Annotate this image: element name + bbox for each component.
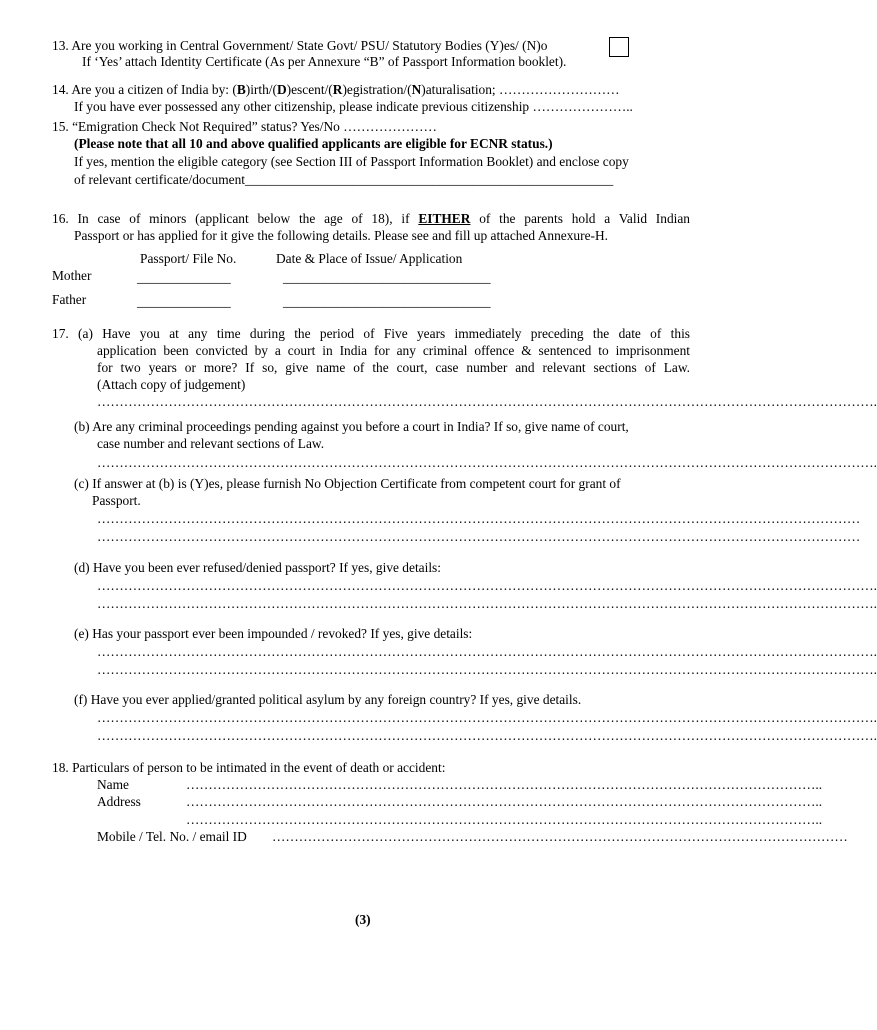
q17b-answer-line[interactable]: ………………………………………………………………………………………………………………………………………………………….	[97, 455, 877, 470]
father-date-place-field[interactable]: _______________________________	[283, 294, 491, 309]
q18-name-label: Name	[97, 777, 129, 792]
q15-certificate: of relevant certificate/document_______________________________________________________	[74, 172, 614, 187]
q17e-answer-line-1[interactable]: ………………………………………………………………………………………………………………………………………………………….	[97, 644, 877, 659]
q13-text: 13. Are you working in Central Government/ State Govt/ PSU/ Statutory Bodies (Y)es/ (N)o	[52, 38, 548, 53]
q15-note: (Please note that all 10 and above qualified applicants are eligible for ECNR status.)	[74, 136, 553, 151]
q17b-text: (b) Are any criminal proceedings pending against you before a court in India? If so, give name of court,	[74, 419, 629, 434]
q14-previous-citizenship: If you have ever possessed any other citizenship, please indicate previous citizenship …………………..	[74, 99, 633, 114]
q17a-text-2: application been convicted by a court in India for any criminal offence & sentenced to imprisonment	[97, 343, 690, 358]
q17e-text: (e) Has your passport ever been impounded / revoked? If yes, give details:	[74, 626, 473, 641]
q13-note: If ‘Yes’ attach Identity Certificate (As per Annexure “B” of Passport Information booklet).	[82, 54, 567, 69]
q17a-text-4: (Attach copy of judgement)	[97, 377, 246, 392]
q17e-answer-line-2[interactable]: ………………………………………………………………………………………………………………………………………………………….	[97, 662, 877, 677]
q17d-text: (d) Have you been ever refused/denied passport? If yes, give details:	[74, 560, 441, 575]
q17a-answer-line[interactable]: ………………………………………………………………………………………………………………………………………………………….	[97, 394, 877, 409]
q17c-answer-line-2[interactable]: ………………………………………………………………………………………………………………………………………………………	[97, 529, 861, 544]
q16-col-date-place: Date & Place of Issue/ Application	[276, 251, 463, 266]
q18-mobile-field[interactable]: …………………………………………………………………………………………………………………	[272, 829, 848, 844]
q17f-answer-line-2[interactable]: ………………………………………………………………………………………………………………………………………………………….	[97, 728, 877, 743]
q15-category: If yes, mention the eligible category (see Section III of Passport Information Booklet) and enclose copy	[74, 154, 629, 169]
q15-text: 15. “Emigration Check Not Required” status? Yes/No …………………	[52, 119, 437, 134]
mother-label: Mother	[52, 268, 92, 283]
q17f-answer-line-1[interactable]: ………………………………………………………………………………………………………………………………………………………….	[97, 710, 877, 725]
q17c-answer-line-1[interactable]: ………………………………………………………………………………………………………………………………………………………	[97, 511, 861, 526]
q17a-text-3: for two years or more? If so, give name of the court, case number and relevant sections of Law.	[97, 360, 690, 375]
father-label: Father	[52, 292, 87, 307]
q18-address-field-1[interactable]: ……………………………………………………………………………………………………………………………..	[186, 794, 823, 809]
q18-text: 18. Particulars of person to be intimated in the event of death or accident:	[52, 760, 446, 775]
q14-text: 14. Are you a citizen of India by: (B)irth/(D)escent/(R)egistration/(N)aturalisation; ………………………	[52, 82, 620, 97]
q17f-text: (f) Have you ever applied/granted political asylum by any foreign country? If yes, give details.	[74, 692, 582, 707]
q16-col-passport: Passport/ File No.	[140, 251, 237, 266]
q17b-text-2: case number and relevant sections of Law.	[97, 436, 325, 451]
q18-name-field[interactable]: ……………………………………………………………………………………………………………………………..	[186, 777, 823, 792]
q18-mobile-label: Mobile / Tel. No. / email ID	[97, 829, 247, 844]
q17c-text-2: Passport.	[92, 493, 141, 508]
q16-instructions: Passport or has applied for it give the following details. Please see and fill up attached Annexure-H.	[74, 228, 608, 243]
q17a-text: 17. (a) Have you at any time during the period of Five years immediately preceding the date of this	[52, 326, 690, 341]
q17d-answer-line-1[interactable]: ………………………………………………………………………………………………………………………………………………………….	[97, 578, 877, 593]
page-number: (3)	[355, 912, 371, 927]
father-passport-field[interactable]: ______________	[137, 294, 231, 309]
mother-passport-field[interactable]: ______________	[137, 270, 231, 285]
q13-answer-box[interactable]	[609, 37, 629, 57]
q17d-answer-line-2[interactable]: ………………………………………………………………………………………………………………………………………………………….	[97, 596, 877, 611]
q18-address-label: Address	[97, 794, 141, 809]
q16-text: 16. In case of minors (applicant below the age of 18), if EITHER of the parents hold a Valid Indian	[52, 211, 690, 226]
q17c-text: (c) If answer at (b) is (Y)es, please furnish No Objection Certificate from competent court for grant of	[74, 476, 621, 491]
mother-date-place-field[interactable]: _______________________________	[283, 270, 491, 285]
q18-address-field-2[interactable]: ……………………………………………………………………………………………………………………………..	[186, 812, 823, 827]
